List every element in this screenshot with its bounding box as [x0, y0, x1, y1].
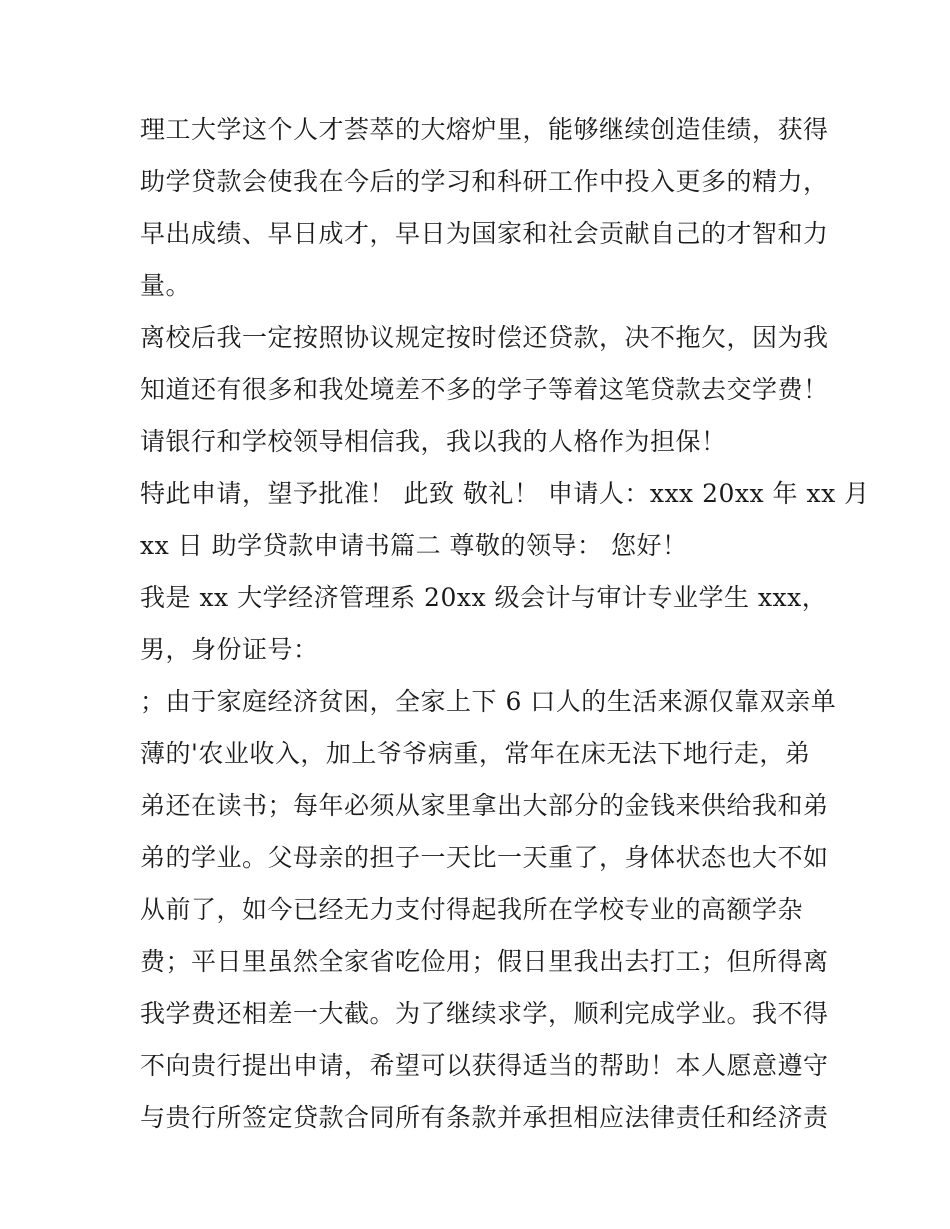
text-line-9: xx 日 助学贷款申请书篇二 尊敬的领导： 您好！	[140, 531, 688, 560]
text-line-14: 弟还在读书；每年必须从家里拿出大部分的金钱来供给我和弟	[140, 791, 829, 820]
text-line-4: 量。	[140, 271, 192, 300]
text-line-10: 我是 xx 大学经济管理系 20xx 级会计与审计专业学生 xxx，	[140, 583, 828, 612]
text-line-8: 特此申请，望予批准！ 此致 敬礼！ 申请人：xxx 20xx 年 xx 月	[140, 479, 870, 508]
text-line-3: 早出成绩、早日成才，早日为国家和社会贡献自己的才智和力	[140, 219, 829, 248]
document-body	[140, 104, 870, 1144]
text-line-16: 从前了，如今已经无力支付得起我所在学校专业的高额学杂	[140, 895, 804, 924]
text-line-11: 男，身份证号：	[140, 635, 319, 664]
text-line-15: 弟的学业。父母亲的担子一天比一天重了，身体状态也大不如	[140, 843, 829, 872]
text-line-20: 与贵行所签定贷款合同所有条款并承担相应法律责任和经济责	[140, 1103, 829, 1132]
text-line-13: 薄的'农业收入，加上爷爷病重，常年在床无法下地行走，弟	[140, 739, 811, 768]
text-line-6: 知道还有很多和我处境差不多的学子等着这笔贷款去交学费！	[140, 375, 829, 404]
text-line-5: 离校后我一定按照协议规定按时偿还贷款，决不拖欠，因为我	[140, 323, 829, 352]
text-line-18: 我学费还相差一大截。为了继续求学，顺利完成学业。我不得	[140, 999, 829, 1028]
text-line-1: 理工大学这个人才荟萃的大熔炉里，能够继续创造佳绩，获得	[140, 115, 829, 144]
text-line-7: 请银行和学校领导相信我，我以我的人格作为担保！	[140, 427, 727, 456]
text-line-17: 费；平日里虽然全家省吃俭用；假日里我出去打工；但所得离	[140, 947, 829, 976]
text-line-2: 助学贷款会使我在今后的学习和科研工作中投入更多的精力，	[140, 167, 829, 196]
text-line-19: 不向贵行提出申请，希望可以获得适当的帮助！本人愿意遵守	[140, 1051, 829, 1080]
text-line-12: ；由于家庭经济贫困，全家上下 6 口人的生活来源仅靠双亲单	[140, 687, 837, 716]
